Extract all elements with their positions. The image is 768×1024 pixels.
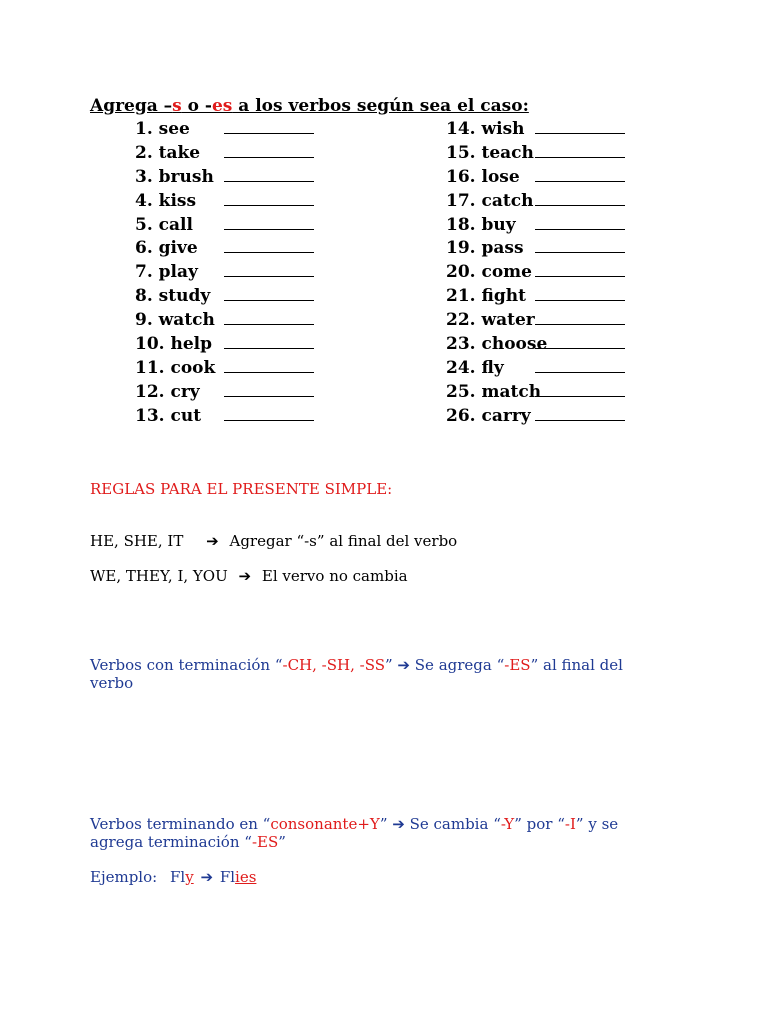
answer-blank[interactable] bbox=[535, 133, 625, 134]
verb-item bbox=[446, 118, 547, 142]
answer-blank[interactable] bbox=[535, 276, 625, 277]
answer-blank[interactable] bbox=[535, 324, 625, 325]
verb-item bbox=[135, 309, 215, 333]
answer-blank[interactable] bbox=[224, 157, 314, 158]
answer-blank[interactable] bbox=[224, 205, 314, 206]
answer-blank[interactable] bbox=[224, 276, 314, 277]
answer-blank[interactable] bbox=[224, 420, 314, 421]
answer-blank[interactable] bbox=[224, 252, 314, 253]
answer-blank[interactable] bbox=[535, 300, 625, 301]
verb-item bbox=[135, 261, 215, 285]
rule-ch-sh-ss: Verbos con terminación “-CH, -SH, -SS” ➔ Se agrega “-ES” al final del verbo bbox=[90, 656, 623, 692]
verb-item bbox=[135, 405, 215, 429]
answer-blank[interactable] bbox=[535, 396, 625, 397]
arrow-right-icon: ➔ bbox=[397, 656, 410, 674]
answer-blank[interactable] bbox=[535, 252, 625, 253]
rule-he-she-it: HE, SHE, IT ➔ Agregar “-s” al final del verbo bbox=[90, 532, 458, 550]
verb-label: 15. teach bbox=[446, 142, 534, 163]
arrow-right-icon: ➔ bbox=[206, 532, 219, 550]
suffix-s: s bbox=[172, 96, 182, 116]
answer-blank[interactable] bbox=[224, 133, 314, 134]
verb-item bbox=[135, 333, 215, 357]
answer-blank[interactable] bbox=[535, 181, 625, 182]
worksheet-title: Agrega –s o -es a los verbos según sea el caso: bbox=[90, 96, 529, 116]
verb-label: 9. watch bbox=[135, 310, 215, 331]
answer-blank[interactable] bbox=[224, 229, 314, 230]
rule-we-they-i-you: WE, THEY, I, YOU ➔ El vervo no cambia bbox=[90, 567, 408, 585]
verb-label: 26. carry bbox=[446, 405, 531, 426]
verb-item bbox=[135, 237, 215, 261]
suffix-es: es bbox=[211, 96, 233, 116]
verb-label: 19. pass bbox=[446, 238, 524, 259]
verb-item bbox=[135, 142, 215, 166]
verb-item bbox=[446, 166, 547, 190]
verb-label: 17. catch bbox=[446, 190, 534, 211]
verb-label: 13. cut bbox=[135, 405, 202, 426]
verb-item bbox=[135, 214, 215, 238]
verb-item bbox=[135, 381, 215, 405]
verb-item bbox=[135, 357, 215, 381]
verb-label: 3. brush bbox=[135, 166, 214, 187]
answer-blank[interactable] bbox=[224, 300, 314, 301]
verb-item bbox=[446, 190, 547, 214]
verb-label: 5. call bbox=[135, 214, 193, 235]
answer-blank[interactable] bbox=[535, 420, 625, 421]
verb-label: 8. study bbox=[135, 286, 211, 307]
verb-item bbox=[446, 237, 547, 261]
answer-blank[interactable] bbox=[535, 205, 625, 206]
answer-blank[interactable] bbox=[224, 372, 314, 373]
verb-label: 10. help bbox=[135, 334, 213, 355]
rules-title: REGLAS PARA EL PRESENTE SIMPLE: bbox=[90, 480, 393, 498]
answer-blank[interactable] bbox=[535, 157, 625, 158]
verb-label: 25. match bbox=[446, 381, 542, 402]
verb-item bbox=[446, 333, 547, 357]
arrow-right-icon: ➔ bbox=[200, 868, 214, 886]
answer-blank[interactable] bbox=[224, 324, 314, 325]
answer-blank[interactable] bbox=[535, 348, 625, 349]
verb-label: 21. fight bbox=[446, 286, 526, 307]
answer-blank[interactable] bbox=[224, 396, 314, 397]
answer-blank[interactable] bbox=[224, 348, 314, 349]
verb-label: 7. play bbox=[135, 262, 198, 283]
arrow-right-icon: ➔ bbox=[238, 567, 252, 585]
answer-blank[interactable] bbox=[535, 372, 625, 373]
verb-label: 1. see bbox=[135, 119, 190, 139]
example-line: Ejemplo: Fly ➔ Flies bbox=[90, 868, 257, 886]
verb-item bbox=[446, 381, 547, 405]
verb-label: 20. come bbox=[446, 262, 532, 283]
verb-item bbox=[446, 285, 547, 309]
verb-label: 14. wish bbox=[446, 119, 525, 139]
verb-label: 2. take bbox=[135, 142, 201, 163]
verb-list-left bbox=[135, 118, 215, 429]
verb-item bbox=[446, 405, 547, 429]
answer-blank[interactable] bbox=[224, 181, 314, 182]
verb-item bbox=[135, 166, 215, 190]
verb-item bbox=[446, 357, 547, 381]
verb-label: 24. fly bbox=[446, 357, 504, 378]
verb-label: 11. cook bbox=[135, 357, 216, 378]
verb-item bbox=[135, 285, 215, 309]
verb-label: 12. cry bbox=[135, 381, 200, 402]
verb-item bbox=[446, 309, 547, 333]
verb-item bbox=[446, 142, 547, 166]
verb-item bbox=[446, 214, 547, 238]
verb-label: 16. lose bbox=[446, 166, 520, 187]
verb-label: 4. kiss bbox=[135, 190, 197, 211]
verb-item bbox=[135, 118, 215, 142]
verb-item bbox=[135, 190, 215, 214]
verb-label: 23. choose bbox=[446, 334, 548, 355]
verb-label: 6. give bbox=[135, 238, 198, 259]
verb-list-right bbox=[446, 118, 547, 429]
verb-item bbox=[446, 261, 547, 285]
verb-label: 22. water bbox=[446, 310, 535, 331]
answer-blank[interactable] bbox=[535, 229, 625, 230]
arrow-right-icon: ➔ bbox=[392, 815, 405, 833]
rule-consonant-y: Verbos terminando en “consonante+Y” ➔ Se cambia “-Y” por “-I” y se agrega terminación “-ES” bbox=[90, 815, 619, 851]
verb-label: 18. buy bbox=[446, 214, 516, 235]
